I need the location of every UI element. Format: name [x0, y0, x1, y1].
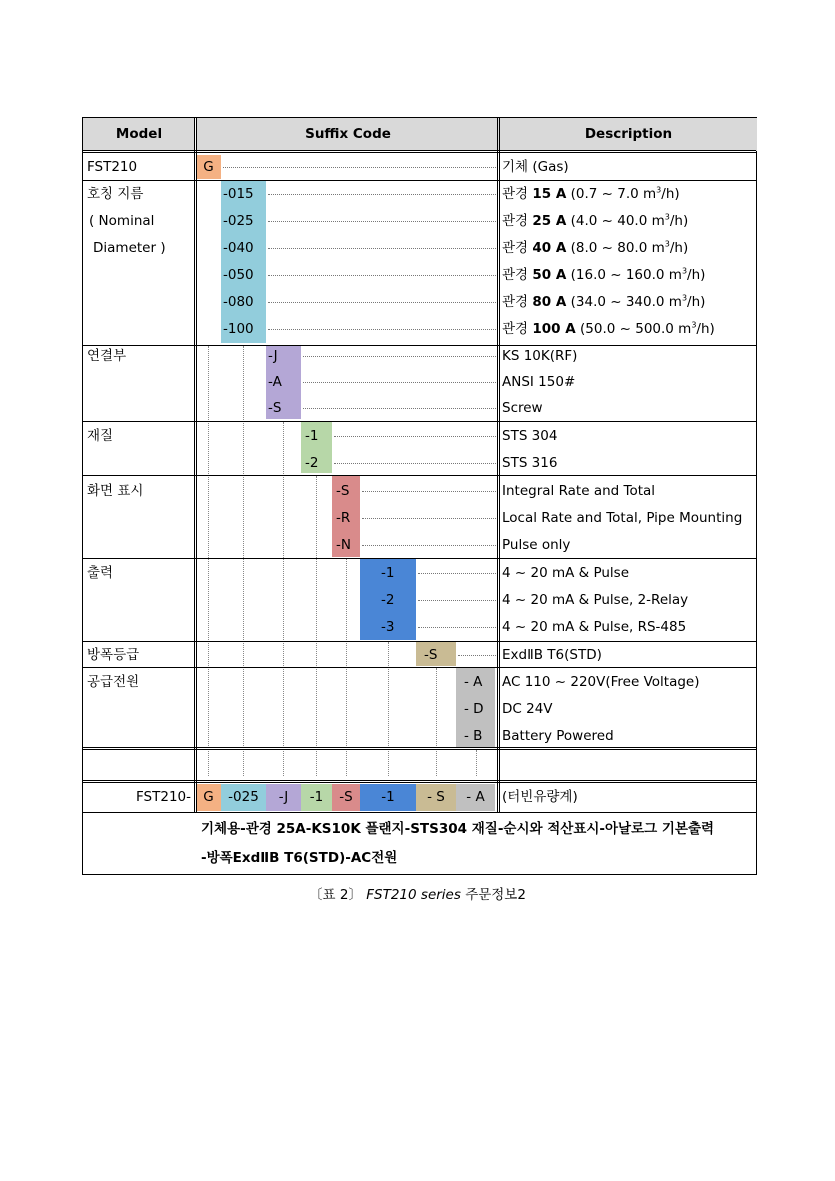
example-code: -1: [309, 789, 324, 805]
material-code: -2: [305, 455, 319, 471]
example-model: FST210-: [136, 789, 191, 805]
power-desc: DC 24V: [502, 701, 553, 717]
power-code: - A: [464, 674, 483, 690]
leader-line: [223, 167, 498, 168]
diameter-desc: 관경 15 A (0.7 ~ 7.0 $m^3/h$): [502, 185, 680, 202]
connection-code: -J: [268, 348, 278, 364]
example-explanation: -방폭ExdⅡB T6(STD)-AC전원: [201, 850, 398, 866]
order-info-table: [82, 117, 757, 875]
leader-line: [268, 302, 498, 303]
leader-line: [268, 275, 498, 276]
leader-line: [334, 463, 498, 464]
output-label: 출력: [87, 565, 114, 581]
leader-line: [362, 491, 498, 492]
row-divider: [83, 747, 756, 750]
material-code: -1: [305, 428, 319, 444]
diameter-code: -015: [223, 186, 254, 202]
leader-line: [268, 329, 498, 330]
row-divider: [83, 812, 756, 813]
display-desc: Local Rate and Total, Pipe Mounting: [502, 510, 743, 526]
row-divider: [83, 421, 756, 422]
guide-line: [243, 346, 244, 776]
header-suffix-code: Suffix Code: [197, 118, 499, 151]
diameter-code: -040: [223, 240, 254, 256]
example-explanation: 기체용-관경 25A-KS10K 플랜지-STS304 재질-순시와 적산표시-아날로그 기본출력: [201, 821, 715, 837]
row-divider: [83, 641, 756, 642]
example-desc: (터빈유량계): [502, 789, 578, 805]
diameter-desc: 관경 50 A (16.0 ~ 160.0 $m^3/h$): [502, 266, 706, 283]
row-divider: [83, 558, 756, 559]
leader-line: [418, 573, 498, 574]
table-caption: 〔표 2〕 FST210 series 주문정보2: [309, 887, 526, 903]
explosion-desc: ExdⅡB T6(STD): [502, 647, 602, 663]
connection-desc: KS 10K(RF): [502, 348, 578, 364]
leader-line: [303, 356, 498, 357]
leader-line: [268, 194, 498, 195]
power-desc: Battery Powered: [502, 728, 614, 744]
guide-line: [388, 642, 389, 776]
gas-code: G: [203, 159, 214, 175]
display-code: -N: [336, 537, 351, 553]
header-divider: [83, 150, 756, 153]
gas-desc: 기체 (Gas): [502, 159, 569, 175]
diameter-code: -050: [223, 267, 254, 283]
diameter-code: -100: [223, 321, 254, 337]
example-code: -S: [339, 789, 353, 805]
leader-line: [268, 221, 498, 222]
diameter-label-en: ( Nominal: [89, 213, 155, 229]
leader-line: [268, 248, 498, 249]
example-code: -1: [381, 789, 395, 805]
power-label: 공급전원: [87, 674, 140, 690]
guide-line: [476, 750, 477, 776]
material-label: 재질: [87, 428, 114, 444]
display-label: 화면 표시: [87, 483, 144, 499]
material-desc: STS 304: [502, 428, 558, 444]
example-code: -J: [278, 789, 289, 805]
model-fst210: FST210: [87, 159, 138, 175]
leader-line: [334, 436, 498, 437]
diameter-desc: 관경 100 A (50.0 ~ 500.0 $m^3/h$): [502, 320, 715, 337]
diameter-desc: 관경 40 A (8.0 ~ 80.0 $m^3/h$): [502, 239, 689, 256]
power-code: - B: [464, 728, 483, 744]
output-code: -2: [381, 592, 395, 608]
material-desc: STS 316: [502, 455, 558, 471]
header-model: Model: [83, 118, 195, 151]
output-desc: 4 ~ 20 mA & Pulse, 2-Relay: [502, 592, 689, 608]
explosion-label: 방폭등급: [87, 647, 140, 663]
connection-label: 연결부: [87, 348, 127, 364]
display-code: -S: [336, 483, 350, 499]
column-divider: [497, 118, 500, 813]
guide-line: [436, 668, 437, 776]
row-divider: [83, 475, 756, 476]
leader-line: [418, 600, 498, 601]
display-desc: Pulse only: [502, 537, 571, 553]
example-code: -025: [228, 789, 259, 805]
leader-line: [303, 382, 498, 383]
leader-line: [362, 545, 498, 546]
example-code: - S: [427, 789, 445, 805]
output-desc: 4 ~ 20 mA & Pulse: [502, 565, 629, 581]
row-divider: [83, 667, 756, 668]
connection-code: -A: [268, 374, 282, 390]
output-code: -1: [381, 565, 395, 581]
row-divider: [83, 180, 756, 181]
guide-line: [316, 476, 317, 776]
diameter-desc: 관경 80 A (34.0 ~ 340.0 $m^3/h$): [502, 293, 706, 310]
diameter-desc: 관경 25 A (4.0 ~ 40.0 $m^3/h$): [502, 212, 689, 229]
row-divider: [83, 345, 756, 346]
example-code: - A: [466, 789, 485, 805]
diameter-label-en: Diameter ): [93, 240, 166, 256]
explosion-code: -S: [424, 647, 438, 663]
connection-code: -S: [268, 400, 282, 416]
example-code: G: [203, 789, 214, 805]
leader-line: [362, 518, 498, 519]
power-desc: AC 110 ~ 220V(Free Voltage): [502, 674, 700, 690]
output-desc: 4 ~ 20 mA & Pulse, RS-485: [502, 619, 687, 635]
leader-line: [418, 627, 498, 628]
connection-desc: ANSI 150#: [502, 374, 576, 390]
row-divider: [83, 780, 756, 783]
column-divider: [194, 118, 197, 813]
diameter-code: -025: [223, 213, 254, 229]
header-description: Description: [500, 118, 757, 151]
display-desc: Integral Rate and Total: [502, 483, 656, 499]
connection-desc: Screw: [502, 400, 543, 416]
diameter-code: -080: [223, 294, 254, 310]
leader-line: [458, 655, 498, 656]
output-code: -3: [381, 619, 395, 635]
guide-line: [208, 346, 209, 776]
power-code: - D: [464, 701, 484, 717]
diameter-label: 호칭 지름: [87, 186, 144, 202]
display-code: -R: [336, 510, 351, 526]
leader-line: [303, 408, 498, 409]
